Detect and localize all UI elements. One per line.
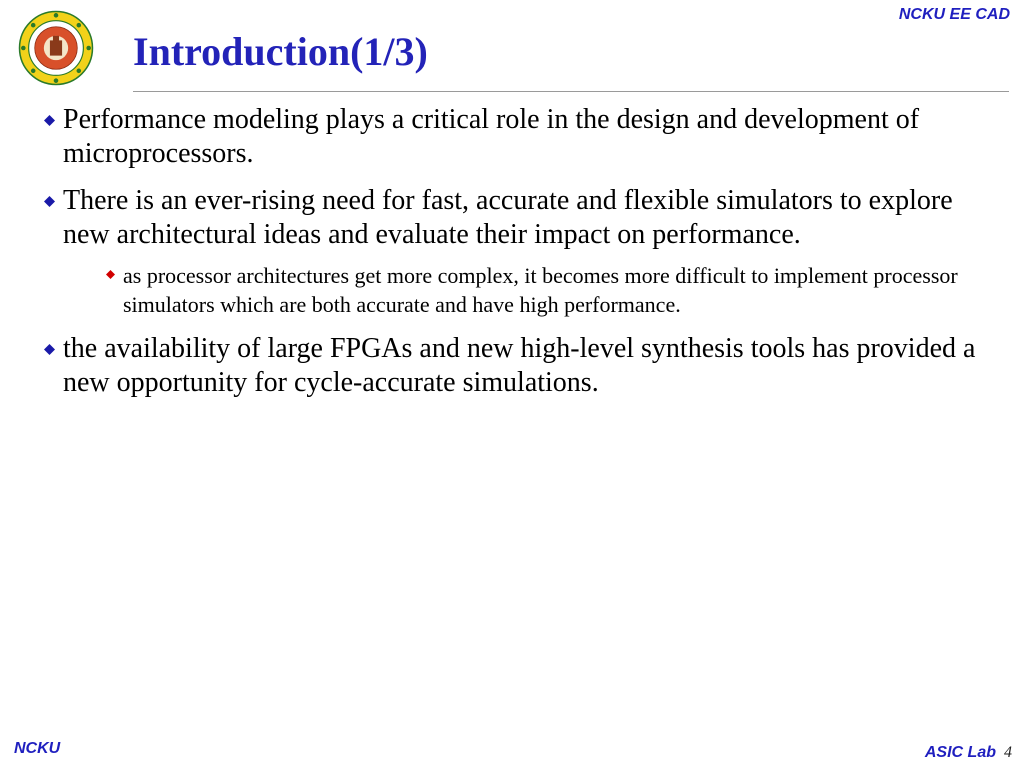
diamond-bullet-icon xyxy=(44,115,55,126)
red-diamond-bullet-icon xyxy=(106,270,115,279)
bullet-list xyxy=(44,103,984,400)
bullet-text: Performance modeling plays a critical role in the design and development of microprocessors. xyxy=(63,104,920,169)
footer-lab-label: ASIC Lab xyxy=(924,744,996,761)
bullet-text: There is an ever-rising need for fast, accurate and flexible simulators to explore new architectural ideas and evaluate their impact on performance. xyxy=(63,185,953,250)
bullet-text: the availability of large FPGAs and new high-level synthesis tools has provided a new opportunity for cycle-accurate simulations. xyxy=(63,333,976,398)
footer-right xyxy=(925,744,1012,762)
bullet-item xyxy=(44,103,984,171)
sub-bullet-list xyxy=(63,261,984,319)
page-number: 4 xyxy=(1004,744,1012,761)
bullet-item xyxy=(44,332,984,400)
diamond-bullet-icon xyxy=(44,344,55,355)
university-seal-icon xyxy=(18,10,94,86)
footer-left-label: NCKU xyxy=(14,740,61,757)
header-tag: NCKU EE CAD xyxy=(898,6,1010,23)
title-divider xyxy=(133,91,1009,92)
sub-bullet-item xyxy=(104,261,984,319)
slide-title: Introduction(1/3) xyxy=(133,29,428,74)
diamond-bullet-icon xyxy=(44,196,55,207)
bullet-item xyxy=(44,184,984,319)
sub-bullet-text: as processor architectures get more complex, it becomes more difficult to implement processor simulators which are both accurate and have high performance. xyxy=(123,263,958,317)
slide-content xyxy=(44,103,984,413)
